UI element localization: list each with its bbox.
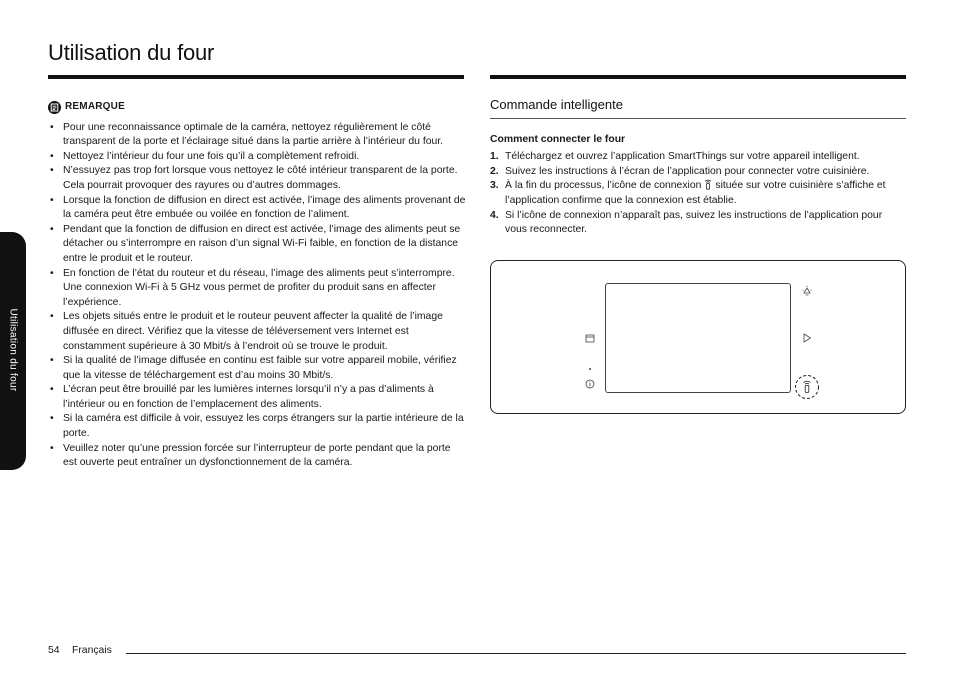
note-section	[48, 100, 466, 471]
light-icon	[801, 285, 813, 297]
title-rule-left	[48, 75, 464, 79]
info-icon	[585, 379, 595, 389]
connection-icon	[704, 179, 712, 190]
title-rule-right	[490, 75, 906, 79]
list-item: • Nettoyez l’intérieur du four une fois qu’il a complètement refroidi.	[48, 150, 466, 165]
page-language: Français	[72, 645, 112, 656]
list-item-extra: Cela pourrait provoquer des rayures ou d’autres dommages.	[63, 179, 341, 191]
play-icon	[802, 333, 812, 343]
step-item: 2. Suivez les instructions à l’écran de l’application pour connecter votre cuisinière.	[490, 165, 870, 177]
section-title: Commande intelligente	[490, 98, 906, 119]
camera-icon	[585, 333, 595, 343]
smart-control-section	[490, 98, 906, 238]
side-tab-label: Utilisation du four	[7, 308, 19, 392]
oven-panel-figure	[490, 260, 906, 414]
list-item: • N’essuyez pas trop fort lorsque vous nettoyez le côté intérieur transparent de la porte. Cela pourrait provoquer des rayures ou d’autres dommages.	[48, 164, 466, 193]
list-item: • Si la qualité de l’image diffusée en continu est faible sur votre appareil mobile, vérifiez que la vitesse de téléchargement est d’au moins 30 Mbit/s.	[48, 354, 466, 383]
page-title: Utilisation du four	[48, 40, 215, 65]
footer-rule	[126, 653, 906, 654]
list-item: • Pendant que la fonction de diffusion en direct est activée, l’image des aliments peut se détacher ou s’interrompre en raison d’un signal Wi-Fi faible, en fonction de la distance entre le produit et le routeur.	[48, 223, 466, 267]
step-item: 3. À la fin du processus, l’icône de connexion située sur votre cuisinière s’affiche et l’application confirme que la connexion est établie.	[490, 180, 886, 206]
note-list	[48, 121, 466, 471]
indicator-dot	[589, 368, 591, 370]
connection-icon-highlight	[794, 374, 820, 400]
step-item: 1. Téléchargez et ouvrez l’application SmartThings sur votre appareil intelligent.	[490, 151, 860, 163]
sub-title: Comment connecter le four	[490, 133, 626, 145]
note-header	[48, 100, 466, 115]
list-item: • Lorsque la fonction de diffusion en direct est activée, l’image des aliments provenant de la caméra peut être embuée ou voilée en fonction de l’aliment.	[48, 194, 466, 223]
note-label: REMARQUE	[65, 101, 125, 112]
list-item: • En fonction de l’état du routeur et du réseau, l’image des aliments peut s’interrompre. Une connexion Wi-Fi à 5 GHz vous permet de profiter du produit sans en affecter l’expérience.	[48, 267, 466, 311]
list-item: • Veuillez noter qu’une pression forcée sur l’interrupteur de porte pendant que la porte est ouverte peut entraîner un dysfonctionnement de la caméra.	[48, 442, 466, 471]
list-item: • Si la caméra est difficile à voir, essuyez les corps étrangers sur la partie intérieure de la porte.	[48, 412, 466, 441]
page-number: 54	[48, 645, 60, 656]
step-item: 4. Si l’icône de connexion n’apparaît pas, suivez les instructions de l’application pour vous reconnecter.	[490, 209, 883, 236]
note-icon	[48, 101, 61, 114]
steps-list	[490, 150, 906, 238]
list-item: • Les objets situés entre le produit et le routeur peuvent affecter la qualité de l’image diffusée en direct. Vérifiez que la vitesse de téléversement vers Internet est constamment supérieure à 30 Mbit/s à l’endroit où se trouve le produit.	[48, 310, 466, 354]
list-item: • Pour une reconnaissance optimale de la caméra, nettoyez régulièrement le côté transparent de la porte et l’éclairage situé dans la partie arrière à l’intérieur du four.	[48, 121, 466, 150]
oven-display-window	[605, 283, 791, 393]
list-item: • L’écran peut être brouillé par les lumières internes lorsqu’il n’y a pas d’aliments à l’intérieur ou en fonction de l’emplacement des aliments.	[48, 383, 466, 412]
